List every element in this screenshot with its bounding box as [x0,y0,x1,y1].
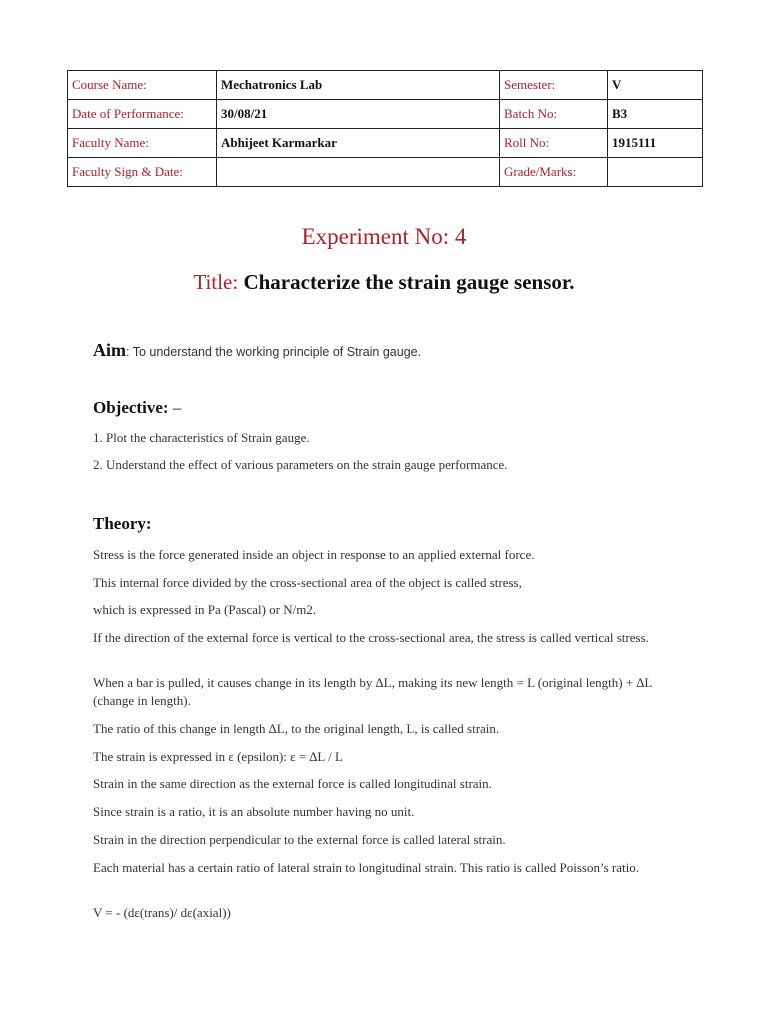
experiment-title [0,270,768,295]
title-label: Title: [193,270,239,294]
theory-paragraph: Strain in the same direction as the external force is called longitudinal strain. [93,776,492,791]
title-text: Characterize the strain gauge sensor. [243,270,575,294]
theory-paragraph: Each material has a certain ratio of lateral strain to longitudinal strain. This ratio is called Poisson’s ratio. [93,860,639,875]
course-name-value: Mechatronics Lab [217,71,500,100]
roll-no-label: Roll No: [500,129,608,158]
date-value: 30/08/21 [217,100,500,129]
theory-paragraph: The ratio of this change in length ∆L, to the original length, L, is called strain. [93,721,500,736]
theory-paragraph: which is expressed in Pa (Pascal) or N/m2. [93,602,317,617]
grade-value [608,158,703,187]
theory-paragraph: The strain is expressed in ε (epsilon): ε = ∆L / L [93,749,343,764]
course-name-label: Course Name: [68,71,217,100]
theory-paragraph: If the direction of the external force is vertical to the cross-sectional area, the stress is called vertical stress. [93,630,649,645]
theory-paragraph: Since strain is a ratio, it is an absolute number having no unit. [93,804,415,819]
semester-value: V [608,71,703,100]
objective-item-1: 1. Plot the characteristics of Strain gauge. [93,430,310,445]
semester-label: Semester: [500,71,608,100]
table-row [68,158,703,187]
objective-heading-text: Objective: [93,398,169,417]
theory-paragraph: Stress is the force generated inside an object in response to an applied external force. [93,547,535,562]
theory-paragraph: V = - (dε(trans)/ dε(axial)) [93,905,231,920]
theory-paragraph: Strain in the direction perpendicular to the external force is called lateral strain. [93,832,506,847]
aim-line [93,340,421,361]
date-label: Date of Performance: [68,100,217,129]
faculty-sign-value [217,158,500,187]
objective-item-2: 2. Understand the effect of various parameters on the strain gauge performance. [93,457,508,472]
aim-text: : To understand the working principle of Strain gauge. [126,345,422,359]
theory-paragraph: When a bar is pulled, it causes change in its length by ∆L, making its new length = L (original length) + ∆L (change in length). [93,675,652,708]
faculty-sign-label: Faculty Sign & Date: [68,158,217,187]
batch-value: B3 [608,100,703,129]
theory-paragraph: This internal force divided by the cross-sectional area of the object is called stress, [93,575,522,590]
table-row [68,129,703,158]
table-row [68,71,703,100]
objective-dash: – [172,398,182,417]
batch-label: Batch No: [500,100,608,129]
roll-no-value: 1915111 [608,129,703,158]
theory-heading: Theory: [93,514,152,533]
aim-label: Aim [93,340,126,360]
info-table [67,70,703,187]
grade-label: Grade/Marks: [500,158,608,187]
table-row [68,100,703,129]
faculty-name-value: Abhijeet Karmarkar [217,129,500,158]
faculty-name-label: Faculty Name: [68,129,217,158]
experiment-number: Experiment No: 4 [301,224,467,249]
objective-heading [93,398,181,418]
